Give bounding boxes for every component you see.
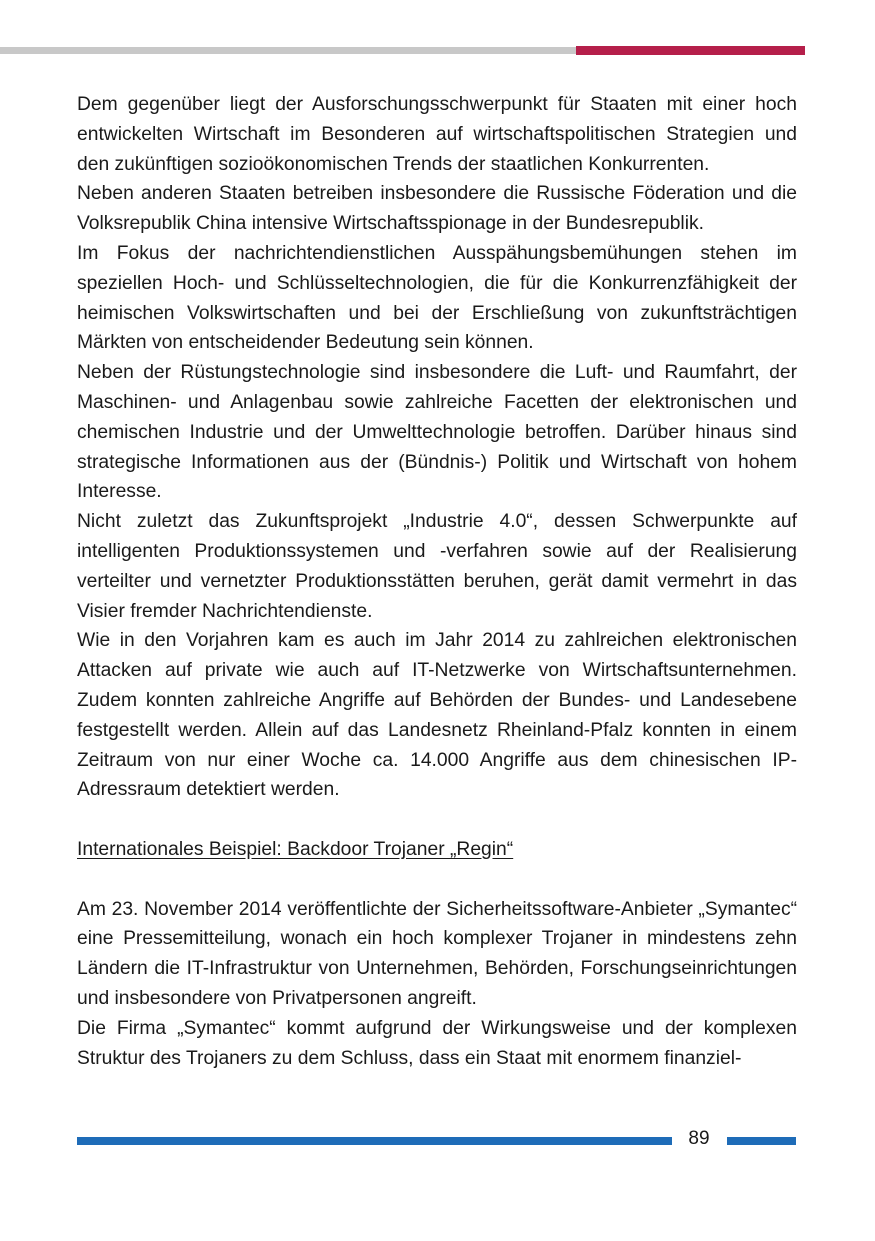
header-rule-grey	[0, 47, 576, 54]
body-paragraph-4: Neben der Rüstungstechnologie sind insbesondere die Luft- und Raumfahrt, der Maschinen- und Anlagenbau sowie zahlreiche Facetten der elektronischen und chemischen Industrie und der Umwelttechnologie betroffen. Darüber hinaus sind strategische Informationen aus der (Bündnis-) Politik und Wirtschaft von hohem Interesse.	[77, 362, 797, 503]
page-body	[77, 90, 797, 1073]
footer-rule-left	[77, 1137, 672, 1145]
body-paragraph-3: Im Fokus der nachrichtendienstlichen Ausspähungsbemühungen stehen im speziellen Hoch- und Schlüsseltechnologien, die für die Konkurrenzfähigkeit der heimischen Volkswirtschaften und bei der Erschließung von zukunftsträchtigen Märkten von entscheidender Bedeutung sein können.	[77, 242, 797, 354]
body-paragraph-5: Nicht zuletzt das Zukunftsprojekt „Industrie 4.0“, dessen Schwerpunkte auf intelligenten Produktionssystemen und -verfahren sowie auf der Realisierung verteilter und vernetzter Produktionsstätten beruhen, gerät damit vermehrt in das Visier fremder Nachrichtendienste.	[77, 511, 797, 622]
body-paragraph-2: Neben anderen Staaten betreiben insbesondere die Russische Föderation und die Volksrepublik China intensive Wirtschaftsspionage in der Bundesrepublik.	[77, 183, 797, 235]
body-paragraph-1: Dem gegenüber liegt der Ausforschungsschwerpunkt für Staaten mit einer hoch entwickelten Wirtschaft im Besonderen auf wirtschaftspolitischen Strategien und den zukünftigen sozioökonomischen Trends der staatlichen Konkurrenten.	[77, 94, 797, 175]
footer-rule-right	[727, 1137, 796, 1145]
section-paragraph-2: Die Firma „Symantec“ kommt aufgrund der Wirkungsweise und der komplexen Struktur des Trojaners zu dem Schluss, dass ein Staat mit enormem finanziel-	[77, 1017, 797, 1069]
body-paragraph-6: Wie in den Vorjahren kam es auch im Jahr 2014 zu zahlreichen elektronischen Attacken auf private wie auch auf IT-Netzwerke von Wirtschaftsunternehmen. Zudem konnten zahlreiche Angriffe auf Behörden der Bundes- und Landesebene festgestellt werden. Allein auf das Landesnetz Rheinland-Pfalz konnten in einem Zeitraum von nur einer Woche ca. 14.000 Angriffe aus dem chinesischen IP-Adressraum detektiert werden.	[77, 630, 797, 801]
section-paragraph-1: Am 23. November 2014 veröffentlichte der Sicherheitssoftware-Anbieter „Symantec“ eine Pressemitteilung, wonach ein hoch komplexer Trojaner in mindestens zehn Ländern die IT-Infrastruktur von Unternehmen, Behörden, Forschungseinrichtungen und insbesondere von Privatpersonen angreift.	[77, 898, 797, 1009]
page-number: 89	[688, 1128, 710, 1149]
section-heading: Internationales Beispiel: Backdoor Trojaner „Regin“	[77, 838, 514, 860]
header-rule-accent	[576, 46, 805, 55]
